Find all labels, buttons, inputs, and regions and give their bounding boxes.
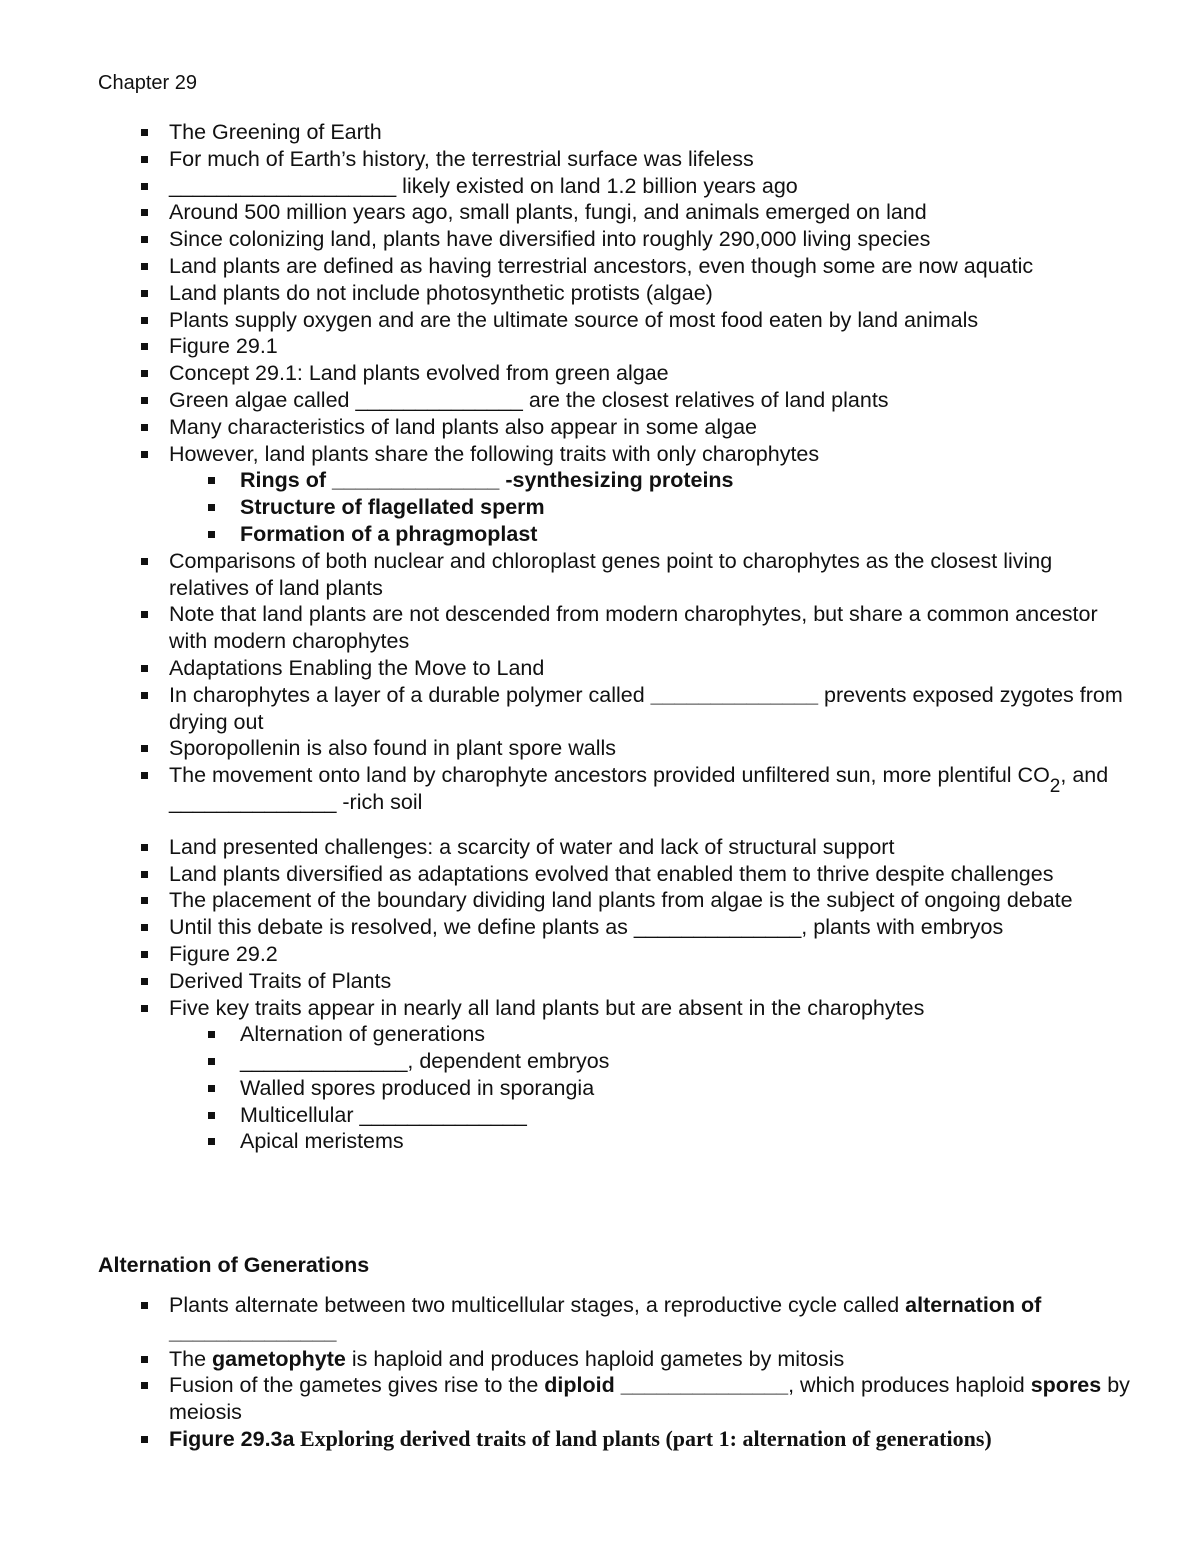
list-item: Five key traits appear in nearly all land plants but are absent in the charophytes (98, 995, 1138, 1022)
item-text: prevents exposed zygotes from drying out (169, 682, 1123, 734)
list-item: Sporopollenin is also found in plant spore walls (98, 735, 1138, 762)
list-item: Note that land plants are not descended from modern charophytes, but share a common ancestor with modern charophytes (98, 601, 1138, 655)
item-text: is haploid and produces haploid gametes by mitosis (345, 1346, 845, 1371)
list-item: Concept 29.1: Land plants evolved from green algae (98, 360, 1138, 387)
list-item: Many characteristics of land plants also appear in some algae (98, 414, 1138, 441)
sub-list-item: Alternation of generations (98, 1021, 1138, 1048)
list-item: Green algae called ______________ are the closest relatives of land plants (98, 387, 1138, 414)
alternation-list (98, 1292, 1138, 1453)
list-item: Figure 29.2 (98, 941, 1138, 968)
subscript: 2 (1049, 776, 1061, 798)
list-item: ___________________ likely existed on land 1.2 billion years ago (98, 173, 1138, 200)
sub-list-item: Multicellular ______________ (98, 1102, 1138, 1129)
blank-line: ______________ (650, 682, 819, 707)
list-item: The Greening of Earth (98, 119, 1138, 146)
section-heading: Alternation of Generations (98, 1253, 370, 1277)
item-text: The (169, 1346, 213, 1371)
term: alternation of ______________ (169, 1293, 1042, 1344)
list-item (98, 682, 1138, 736)
list-item: However, land plants share the following traits with only charophytes (98, 441, 1138, 468)
list-item: Land plants do not include photosynthetic protists (algae) (98, 280, 1138, 307)
figure-caption: Exploring derived traits of land plants (part 1: alternation of generations) (294, 1425, 992, 1451)
list-item: Land plants are defined as having terrestrial ancestors, even though some are now aquatic (98, 253, 1138, 280)
item-text: by meiosis (169, 1373, 1130, 1425)
list-item: Land plants diversified as adaptations evolved that enabled them to thrive despite challenges (98, 861, 1138, 888)
sub-list-item: Formation of a phragmoplast (98, 521, 1138, 548)
sub-list-item: Structure of flagellated sperm (98, 494, 1138, 521)
list-item: Figure 29.1 (98, 333, 1138, 360)
list-item: Around 500 million years ago, small plants, fungi, and animals emerged on land (98, 199, 1138, 226)
list-item (98, 1346, 1138, 1373)
notes-list (98, 119, 1138, 1155)
item-text: In charophytes a layer of a durable polymer called (169, 682, 651, 707)
list-item: Plants supply oxygen and are the ultimate source of most food eaten by land animals (98, 307, 1138, 334)
item-text: , and ______________ -rich soil (169, 763, 1109, 814)
list-item: Adaptations Enabling the Move to Land (98, 655, 1138, 682)
list-item: Since colonizing land, plants have diversified into roughly 290,000 living species (98, 226, 1138, 253)
item-text: , which produces haploid (788, 1373, 1031, 1398)
list-item (98, 762, 1138, 834)
list-item: Comparisons of both nuclear and chloroplast genes point to charophytes as the closest living relatives of land plants (98, 548, 1138, 602)
term: gametophyte (212, 1346, 346, 1371)
sub-list-item: Apical meristems (98, 1128, 1138, 1155)
item-text: Plants alternate between two multicellular stages, a reproductive cycle called (169, 1293, 906, 1317)
item-text: The movement onto land by charophyte ancestors provided unfiltered sun, more plentiful CO (169, 763, 1050, 788)
list-item: Land presented challenges: a scarcity of water and lack of structural support (98, 834, 1138, 861)
sub-list-item: ______________, dependent embryos (98, 1048, 1138, 1075)
list-item: Derived Traits of Plants (98, 968, 1138, 995)
list-item (98, 1292, 1138, 1346)
chapter-title: Chapter 29 (98, 72, 197, 94)
term: diploid ______________ (544, 1373, 789, 1398)
figure-label: Figure 29.3a (169, 1426, 295, 1451)
item-text: Fusion of the gametes gives rise to the (169, 1373, 545, 1398)
list-item (98, 1426, 1138, 1453)
sub-list-item: Walled spores produced in sporangia (98, 1075, 1138, 1102)
list-item: Until this debate is resolved, we define plants as ______________, plants with embryos (98, 914, 1138, 941)
list-item: For much of Earth’s history, the terrestrial surface was lifeless (98, 146, 1138, 173)
term: spores (1030, 1373, 1102, 1398)
list-item (98, 1372, 1138, 1426)
list-item: The placement of the boundary dividing land plants from algae is the subject of ongoing debate (98, 887, 1138, 914)
sub-list-item: Rings of ______________ -synthesizing proteins (98, 467, 1138, 494)
